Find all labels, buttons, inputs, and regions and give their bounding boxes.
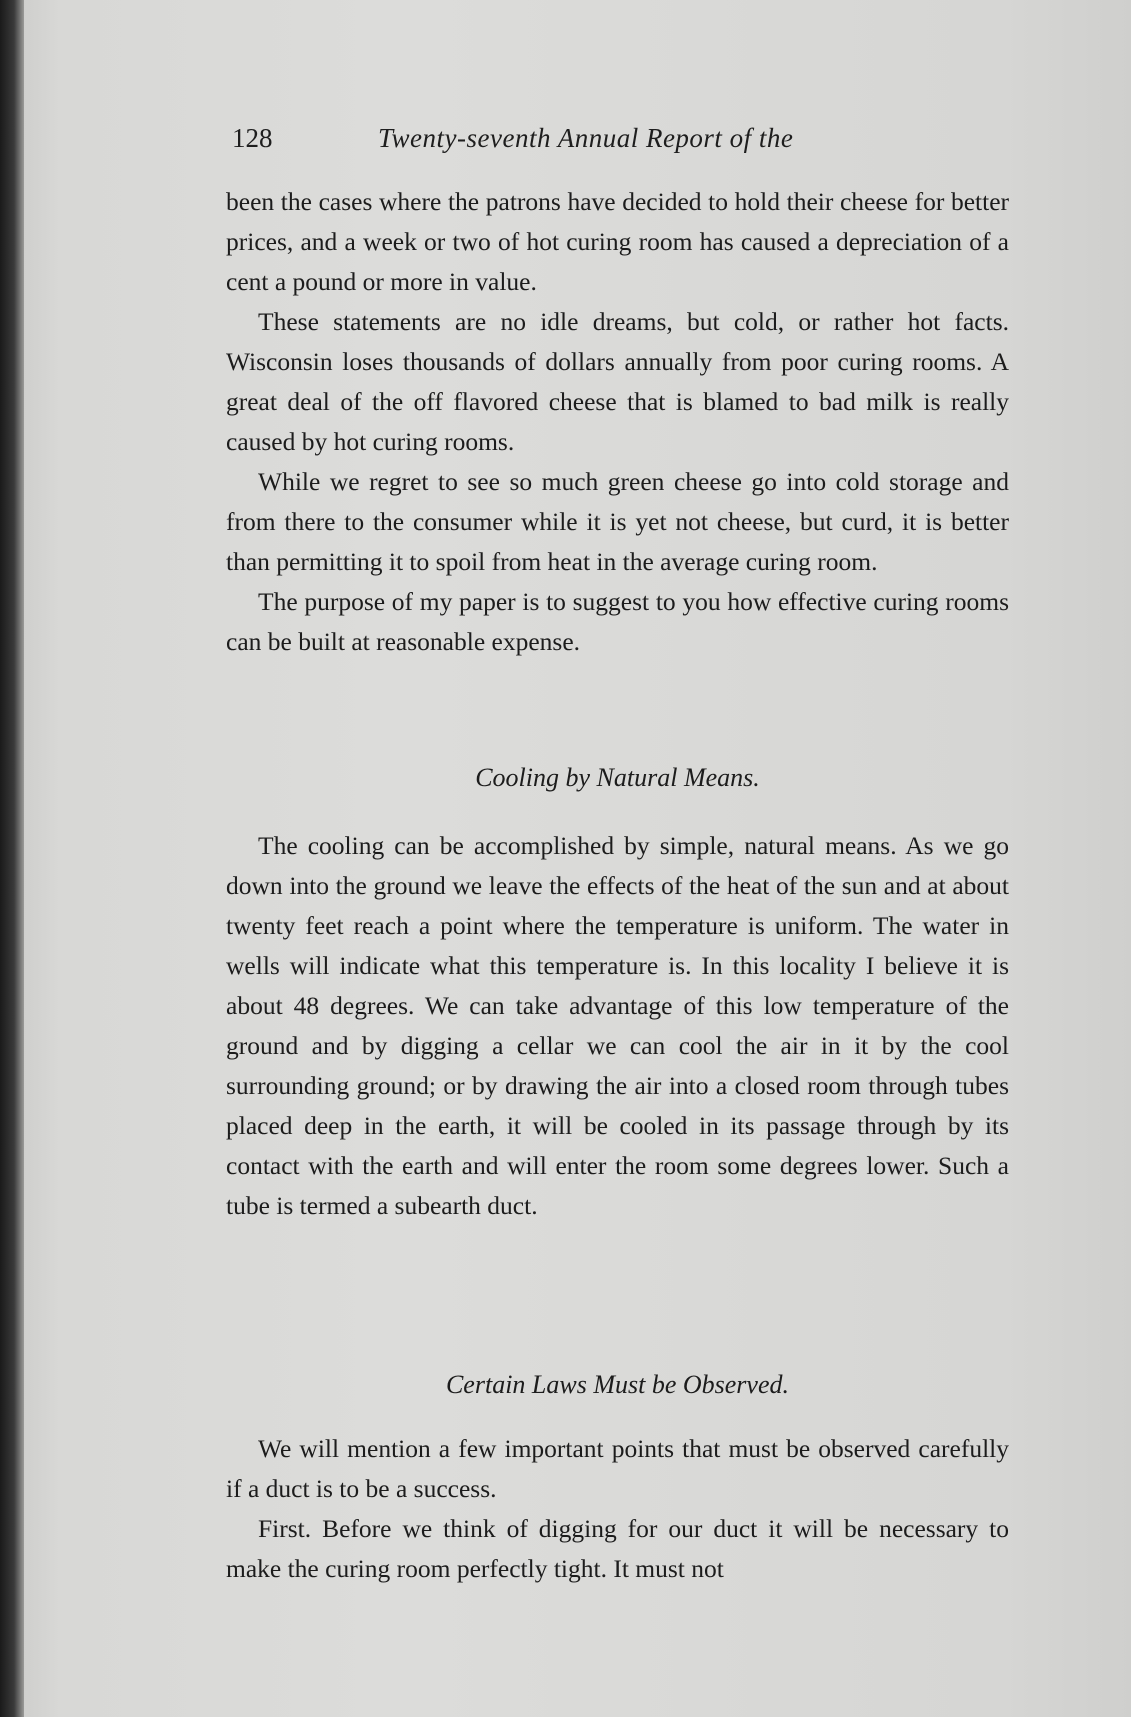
paragraph: The cooling can be accomplished by simple, natural means. As we go down into the ground we leave the effects of the heat of the sun and at about twenty feet reach a point where the temperature is uniform. The water in wells will indicate what this temperature is. In this locality I believe it is about 48 degrees. We can take advantage of this low temperature of the ground and by digging a cellar we can cool the air in it by the cool surrounding ground; or by drawing the air into a closed room through tubes placed deep in the earth, it will be cooled in its passage through by its contact with the earth and will enter the room some degrees lower. Such a tube is termed a subearth duct. xyxy=(226,831,1009,1220)
page-binding-edge xyxy=(0,0,24,1717)
paragraph: These statements are no idle dreams, but cold, or rather hot facts. Wisconsin loses thousands of dollars annually from poor curing rooms. A great deal of the off flavored cheese that is blamed to bad milk is really caused by hot curing rooms. xyxy=(226,307,1009,456)
paragraph: While we regret to see so much green cheese go into cold storage and from there to the consumer while it is yet not cheese, but curd, it is better than permitting it to spoil from heat in the average curing room. xyxy=(226,467,1009,576)
laws-text-block xyxy=(226,1429,1009,1589)
running-head-title: Twenty-seventh Annual Report of the xyxy=(378,123,794,153)
paragraph: The purpose of my paper is to suggest to you how effective curing rooms can be built at reasonable expense. xyxy=(226,587,1009,656)
page-number: 128 xyxy=(232,123,273,153)
running-head xyxy=(232,123,892,163)
paragraph: First. Before we think of digging for our duct it will be necessary to make the curing room perfectly tight. It must not xyxy=(226,1514,1009,1583)
paragraph: We will mention a few important points that must be observed carefully if a duct is to be a success. xyxy=(226,1434,1009,1503)
paragraph-continued: been the cases where the patrons have decided to hold their cheese for better prices, and a week or two of hot curing room has caused a depreciation of a cent a pound or more in value. xyxy=(226,187,1009,296)
section-heading-cooling: Cooling by Natural Means. xyxy=(475,763,760,792)
cooling-text-block xyxy=(226,826,1009,1226)
section-heading-laws: Certain Laws Must be Observed. xyxy=(445,1370,790,1399)
intro-text-block xyxy=(226,182,1009,662)
